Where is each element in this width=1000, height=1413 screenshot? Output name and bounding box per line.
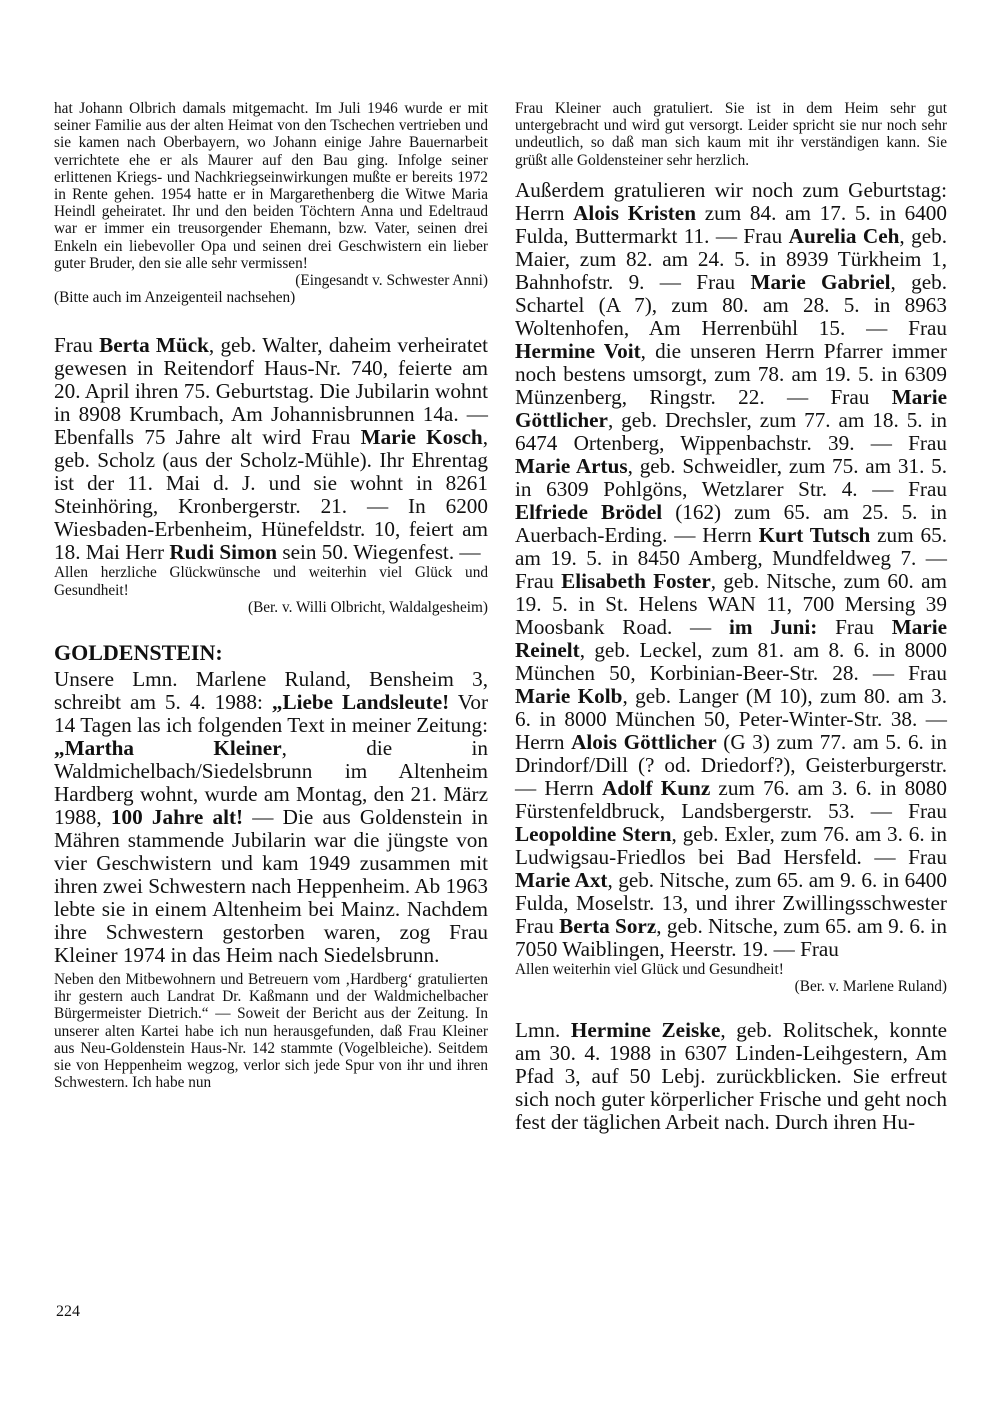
left-column bbox=[54, 100, 488, 1091]
report-signature: (Ber. v. Marlene Ruland) bbox=[794, 978, 947, 996]
zeiske-paragraph: Lmn. Hermine Zeiske, geb. Rolitschek, konnte am 30. 4. 1988 in 6307 Linden-Leihgestern, Am Pfad 3, auf 50 Lebj. zurückblicken. Sie erfreut sich noch guter körperlicher Frische und geht noch fest der täglichen Arbeit nach. Durch ihren Hu- bbox=[515, 1018, 947, 1135]
ad-section-note: (Bitte auch im Anzeigenteil nachsehen) bbox=[54, 289, 296, 307]
wishes-line: Allen weiterhin viel Glück und Gesundheit! bbox=[515, 960, 784, 978]
birthday-list-paragraph: Außerdem gratulieren wir noch zum Geburtstag: Herrn Alois Kristen zum 84. am 17. 5. in 6400 Fulda, Buttermarkt 11. — Frau Aurelia Ceh, geb. Maier, zum 82. am 24. 5. in 8939 Türkheim 1, Bahnhofstr. 9. — Frau Marie Gabriel, geb. Schartel (A 7), zum 80. am 28. 5. in 8963 Woltenhofen, Am Herrenbühl 15. — Frau Hermine Voit, die unseren Herrn Pfarrer immer noch bestens umsorgt, zum 78. am 19. 5. in 6309 Münzenberg, Ringstr. 22. — Frau Marie Göttlicher, geb. Drechsler, zum 77. am 18. 5. in 6474 Ortenberg, Wippenbachstr. 39. — Frau Marie Artus, geb. Schweidler, zum 75. am 31. 5. in 6309 Pohlgöns, Wetzlarer Str. 4. — Frau Elfriede Brödel (162) zum 65. am 25. 5. in Auerbach-Erding. — Herrn Kurt Tutsch zum 65. am 19. 5. in 8450 Amberg, Mundfeldweg 7. — Frau Elisabeth Foster, geb. Nitsche, zum 60. am 19. 5. in St. Helens WAN 11, 700 Mersing 39 Moosbank Road. — im Juni: Frau Marie Reinelt, geb. Leckel, zum 81. am 8. 6. in 8000 München 50, Korbinian-Beer-Str. 28. — Frau Marie Kolb, geb. Langer (M 10), zum 80. am 3. 6. in 8000 München 50, Peter-Winter-Str. 38. — Herrn Alois Göttlicher (G 3) zum 77. am 5. 6. in Drindorf/Dill (? od. Driedorf?), Geisterburgerstr. — Herrn Adolf Kunz zum 76. am 3. 6. in 8080 Fürstenfeldbruck, Landsbergerstr. 53. — Frau Leopoldine Stern, geb. Exler, zum 76. am 3. 6. in Ludwigsau-Friedlos bei Bad Hersfeld. — Frau Marie Axt, geb. Nitsche, zum 65. am 9. 6. in 6400 Fulda, Moselstr. 13, und ihrer Zwillingsschwester Frau Berta Sorz, geb. Nitsche, zum 65. am 9. 6. in 7050 Waiblingen, Heerstr. 19. — Frau bbox=[515, 177, 948, 961]
goldenstein-continuation: Neben den Mitbewohnern und Betreuern vom ‚Hardberg‘ gratulierten ihr gestern auch Landrat Dr. Kaßmann und der Waldmichelbacher Bürgermeister Dietrich.“ — Soweit der Bericht aus der Zeitung. In unserer alten Kartei habe ich nun herausgefunden, daß Frau Kleiner aus Neu-Goldenstein Haus-Nr. 142 stammte (Vogelbleiche). Seitdem sie von Heppenheim wegzog, verlor sich jede Spur von ihr und ihren Schwestern. Ich habe nun bbox=[54, 971, 488, 1092]
page-number: 224 bbox=[56, 1303, 80, 1320]
obituary-text: hat Johann Olbrich damals mitgemacht. Im Juli 1946 wurde er mit seiner Familie aus der alten Heimat von den Tschechen vertrieben und sie kamen nach Oberbayern, wo Johann einige Jahre Bauernarbeit verrichtete ehe er als Maurer auf den Bau ging. Infolge seiner erlittenen Kriegs- und Nachkriegseinwirkungen mußte er bereits 1972 in Rente gehen. 1954 hatte er in Margarethenberg die Witwe Maria Heindl geheiratet. Ihr und den beiden Töchtern Anna und Edeltraud war er immer ein treusorgender Ehemann, bzw. Vater, seinen drei Enkeln ein liebevoller Opa und seinen drei Geschwistern ein lieber guter Bruder, den sie alle sehr vermissen! bbox=[54, 100, 488, 272]
wishes-line: Allen herzliche Glückwünsche und weiterhin viel Glück und Gesundheit! bbox=[54, 564, 488, 599]
section-heading-goldenstein: GOLDENSTEIN: bbox=[54, 640, 223, 666]
goldenstein-paragraph: Unsere Lmn. Marlene Ruland, Bensheim 3, schreibt am 5. 4. 1988: „Liebe Landsleute! Vor 14 Tagen las ich folgenden Text in meiner Zeitung: „Martha Kleiner, die in Waldmichelbach/Siedelsbrunn im Altenheim Hardberg wohnt, wurde am Montag, den 21. März 1988, 100 Jahre alt! — Die aus Goldenstein in Mähren stammende Jubilarin war die jüngste von vier Geschwistern und kam 1949 zusammen mit ihren zwei Schwestern nach Heppenheim. Ab 1963 lebte sie in einem Altenheim bei Mainz. Nachdem ihre Schwestern gestorben waren, zog Frau Kleiner 1974 in das Heim nach Siedelsbrunn. bbox=[54, 667, 488, 968]
birthday-paragraph-reitendorf: Frau Berta Mück, geb. Walter, daheim verheiratet gewesen in Reitendorf Haus-Nr. 740, feierte am 20. April ihren 75. Geburtstag. Die Jubilarin wohnt in 8908 Krumbach, Am Johannisbrunnen 14a. — Ebenfalls 75 Jahre alt wird Frau Marie Kosch, geb. Scholz (aus der Scholz-Mühle). Ihr Ehrentag ist der 11. Mai d. J. und sie wohnt in 8261 Steinhöring, Kronbergerstr. 21. — In 6200 Wiesbaden-Erbenheim, Hünefeldstr. 10, feiert am 18. Mai Herr Rudi Simon sein 50. Wiegenfest. — bbox=[54, 333, 489, 565]
kleiner-greeting-text: Frau Kleiner auch gratuliert. Sie ist in dem Heim sehr gut untergebracht und wird gut versorgt. Leider spricht sie nur noch sehr undeutlich, so daß man sich kaum mit ihr verständigen kann. Sie grüßt alle Goldensteiner sehr herzlich. bbox=[515, 100, 947, 169]
obituary-signature: (Eingesandt v. Schwester Anni) bbox=[295, 272, 488, 290]
right-column bbox=[515, 100, 947, 1134]
report-signature: (Ber. v. Willi Olbricht, Waldalgesheim) bbox=[247, 598, 488, 616]
